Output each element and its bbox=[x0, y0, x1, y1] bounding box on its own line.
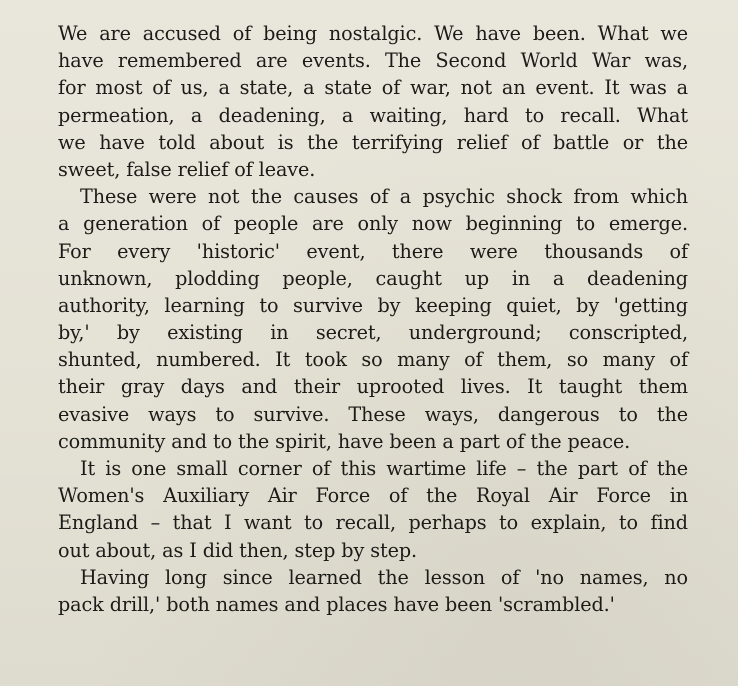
text-line: Women's Auxiliary Air Force of the Royal Air Force in bbox=[58, 484, 688, 508]
paragraph-4 bbox=[58, 564, 688, 618]
text-line: England – that I want to recall, perhaps to explain, to find bbox=[58, 511, 688, 535]
text-line: we have told about is the terrifying relief of battle or the bbox=[58, 130, 688, 154]
text-line: permeation, a deadening, a waiting, hard to recall. What bbox=[58, 103, 688, 127]
paragraph-1 bbox=[58, 20, 688, 183]
paragraph-3 bbox=[58, 455, 688, 564]
text-line: shunted, numbered. It took so many of them, so many of bbox=[58, 348, 688, 372]
text-line: for most of us, a state, a state of war, not an event. It was a bbox=[58, 76, 688, 100]
text-line: unknown, plodding people, caught up in a deadening bbox=[58, 266, 688, 290]
paragraph-2 bbox=[58, 183, 688, 455]
text-line: These were not the causes of a psychic shock from which bbox=[80, 185, 688, 209]
text-line: have remembered are events. The Second World War was, bbox=[58, 49, 688, 73]
body-text bbox=[58, 20, 688, 618]
text-line: It is one small corner of this wartime life – the part of the bbox=[80, 457, 688, 480]
text-line: We are accused of being nostalgic. We have been. What we bbox=[58, 22, 688, 45]
text-line: For every 'historic' event, there were thousands of bbox=[58, 239, 688, 263]
text-line: their gray days and their uprooted lives. It taught them bbox=[58, 375, 688, 399]
text-line: a generation of people are only now beginning to emerge. bbox=[58, 212, 688, 236]
text-line: evasive ways to survive. These ways, dangerous to the bbox=[58, 402, 688, 426]
text-line: by,' by existing in secret, underground; conscripted, bbox=[58, 321, 688, 345]
text-line: Having long since learned the lesson of 'no names, no bbox=[80, 565, 688, 589]
text-line: out about, as I did then, step by step. bbox=[58, 538, 418, 562]
text-line: authority, learning to survive by keeping quiet, by 'getting bbox=[58, 293, 688, 317]
text-line: pack drill,' both names and places have been 'scrambled.' bbox=[58, 592, 615, 616]
text-line: sweet, false relief of leave. bbox=[58, 157, 316, 181]
text-line: community and to the spirit, have been a part of the peace. bbox=[58, 429, 631, 453]
